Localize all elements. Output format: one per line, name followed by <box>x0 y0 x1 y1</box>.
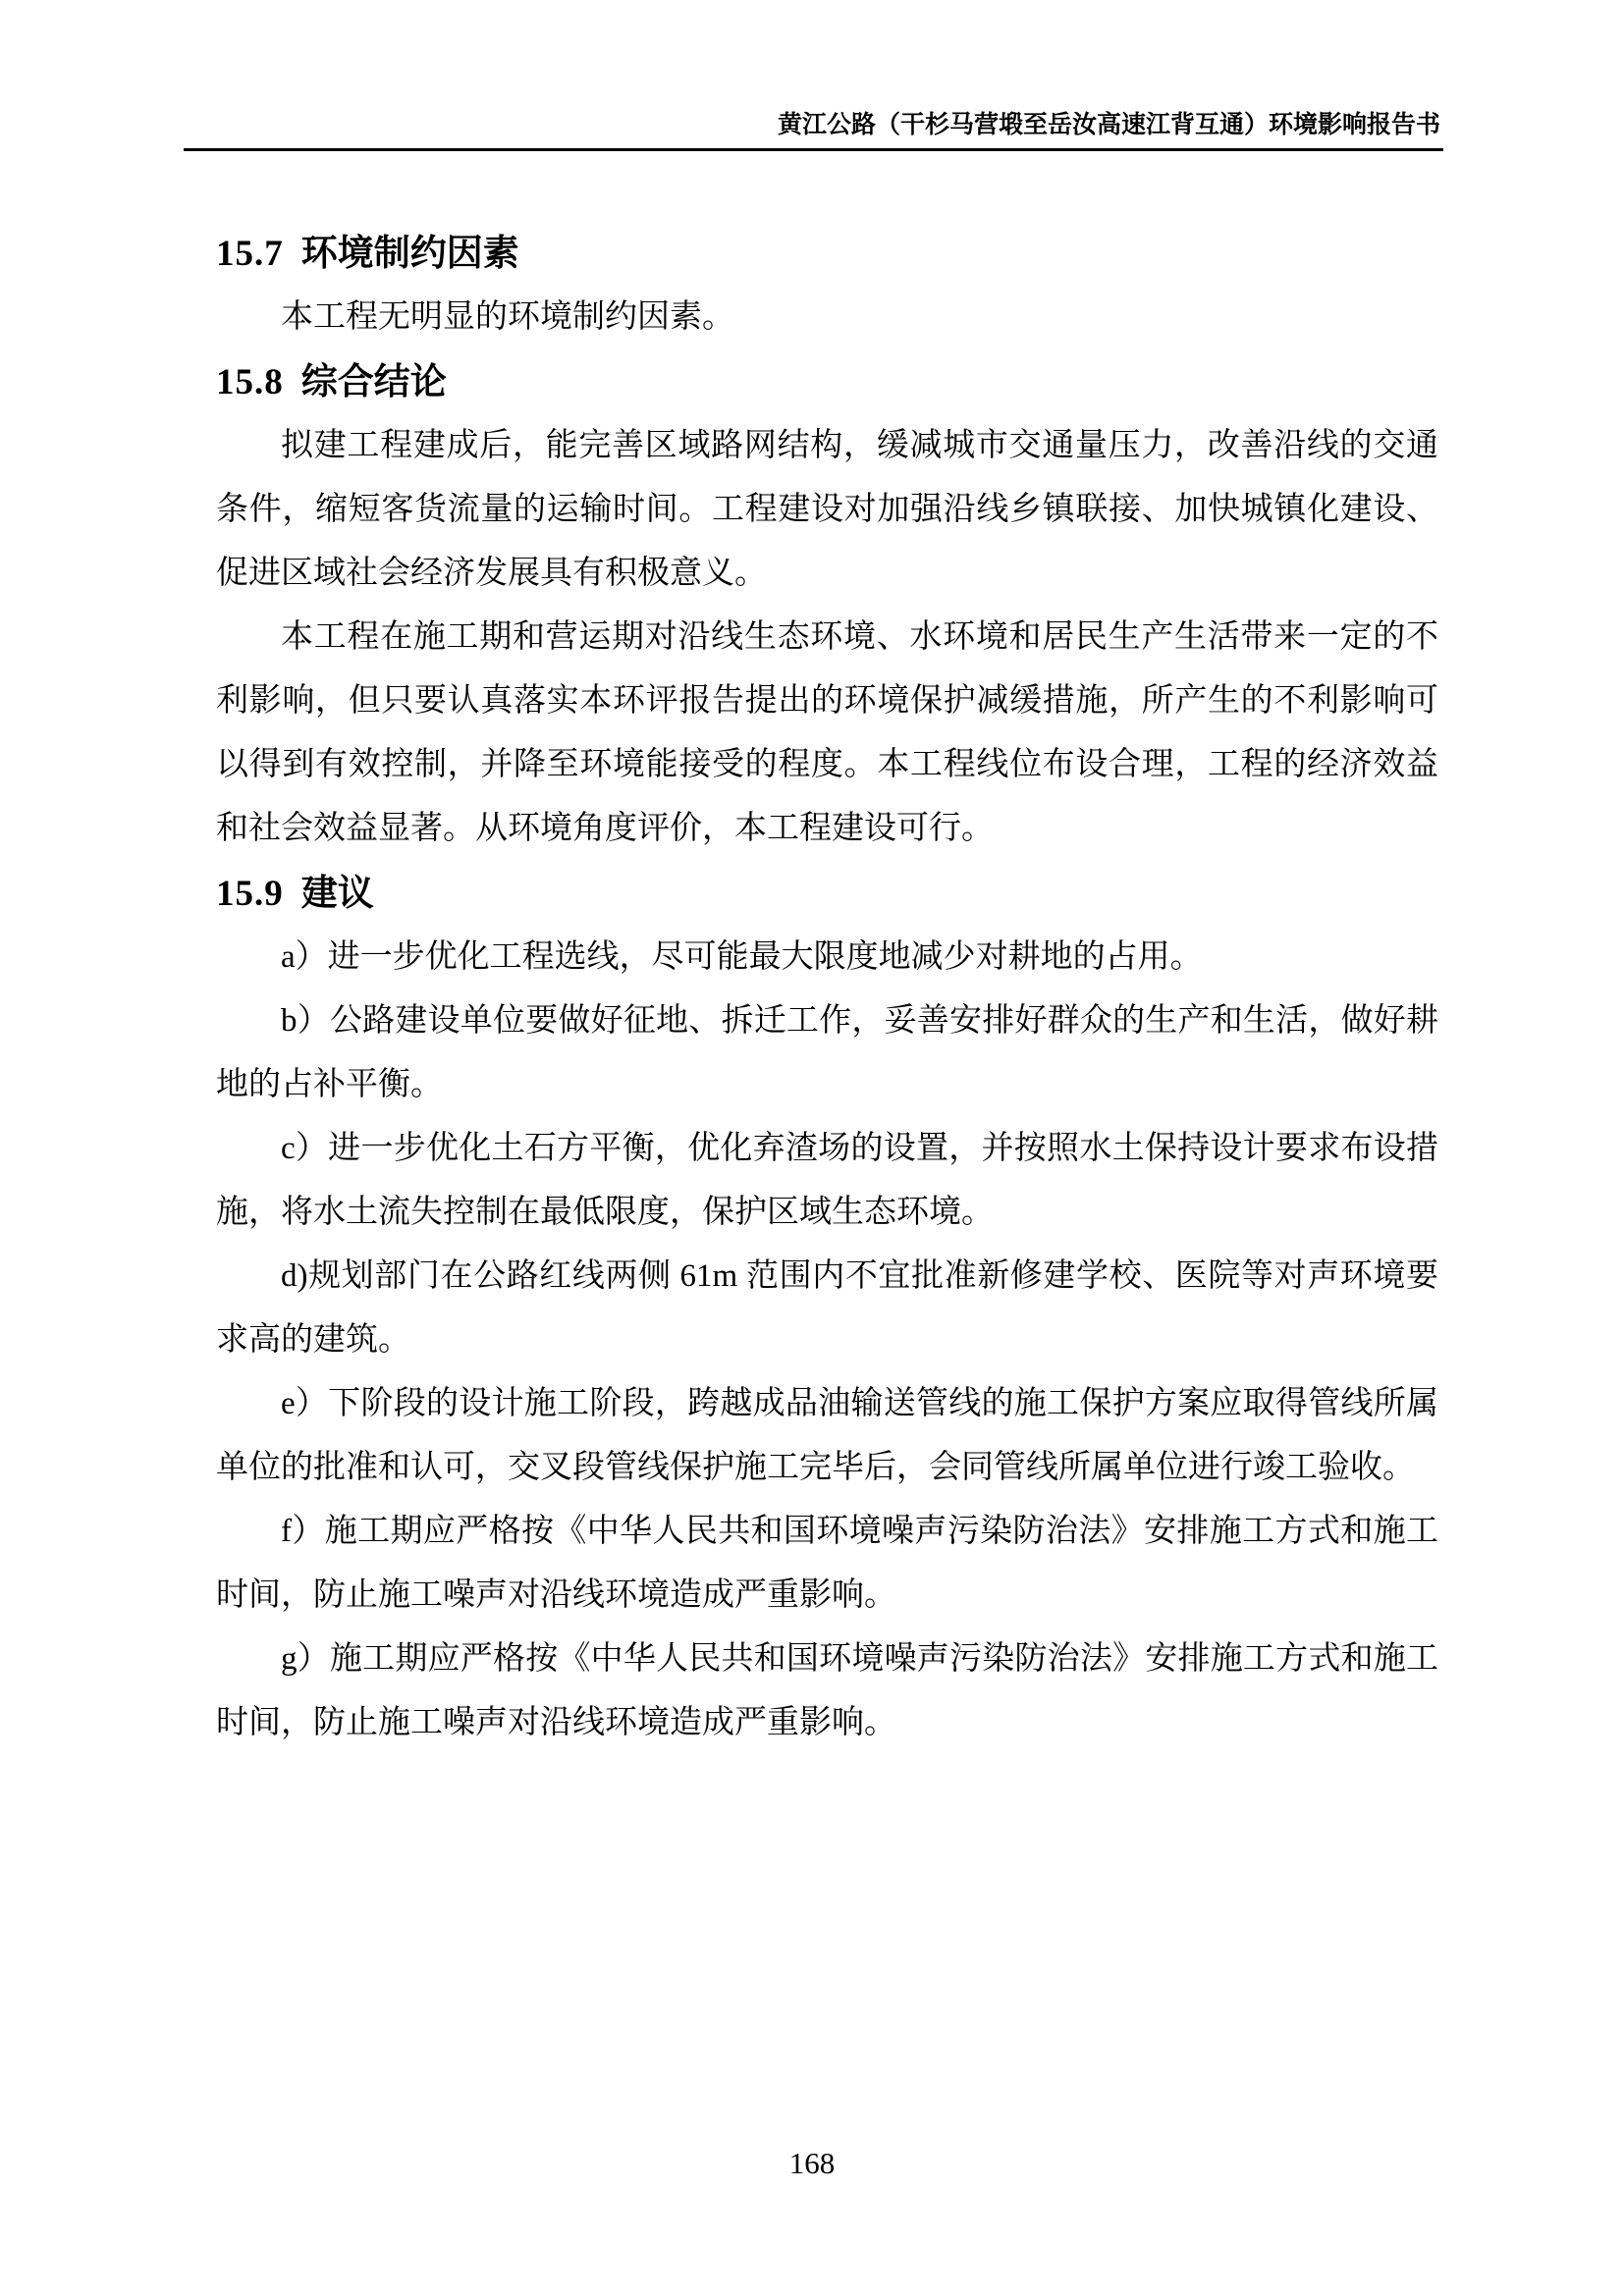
section-title: 建议 <box>300 872 374 914</box>
paragraph: 拟建工程建成后，能完善区域路网结构，缓减城市交通量压力，改善沿线的交通条件，缩短客货流量的运输时间。工程建设对加强沿线乡镇联接、加快城镇化建设、促进区域社会经济发展具有积极意义。 <box>216 428 1438 591</box>
paragraph: g）施工期应严格按《中华人民共和国环境噪声污染防治法》安排施工方式和施工时间，防止施工噪声对沿线环境造成严重影响。 <box>216 1641 1438 1740</box>
section-title: 环境制约因素 <box>300 232 519 274</box>
page-number: 168 <box>788 2146 836 2180</box>
section-number: 15.9 <box>216 874 284 914</box>
header-title: 黄江公路（干杉马营塅至岳汝高速江背互通）环境影响报告书 <box>777 112 1440 138</box>
paragraph: c）进一步优化土石方平衡，优化弃渣场的设置，并按照水土保持设计要求布设措施，将水土流失控制在最低限度，保护区域生态环境。 <box>216 1131 1438 1230</box>
section-number: 15.7 <box>216 234 284 274</box>
section-heading-15.9 <box>216 861 1438 926</box>
paragraph: e）下阶段的设计施工阶段，跨越成品油输送管线的施工保护方案应取得管线所属单位的批准和认可，交叉段管线保护施工完毕后，会同管线所属单位进行竣工验收。 <box>216 1386 1438 1485</box>
paragraph: a）进一步优化工程选线，尽可能最大限度地减少对耕地的占用。 <box>281 939 1203 975</box>
paragraph: 本工程无明显的环境制约因素。 <box>281 299 734 335</box>
section-heading-15.7 <box>216 221 1438 286</box>
paragraph: f）施工期应严格按《中华人民共和国环境噪声污染防治法》安排施工方式和施工时间，防止施工噪声对沿线环境造成严重影响。 <box>216 1514 1438 1613</box>
page-header <box>184 110 1440 141</box>
paragraph: d)规划部门在公路红线两侧 61m 范围内不宜批准新修建学校、医院等对声环境要求高的建筑。 <box>216 1258 1438 1358</box>
paragraph: 本工程在施工期和营运期对沿线生态环境、水环境和居民生产生活带来一定的不利影响，但只要认真落实本环评报告提出的环境保护减缓措施，所产生的不利影响可以得到有效控制，并降至环境能接受的程度。本工程线位布设合理，工程的经济效益和社会效益显著。从环境角度评价，本工程建设可行。 <box>216 619 1438 846</box>
page-footer <box>0 2146 1624 2181</box>
section-number: 15.8 <box>216 362 284 402</box>
document-content <box>216 221 1438 1755</box>
section-title: 综合结论 <box>300 360 447 402</box>
section-heading-15.8 <box>216 349 1438 414</box>
header-rule <box>184 148 1443 151</box>
paragraph: b）公路建设单位要做好征地、拆迁工作，妥善安排好群众的生产和生活，做好耕地的占补平衡。 <box>216 1003 1438 1102</box>
